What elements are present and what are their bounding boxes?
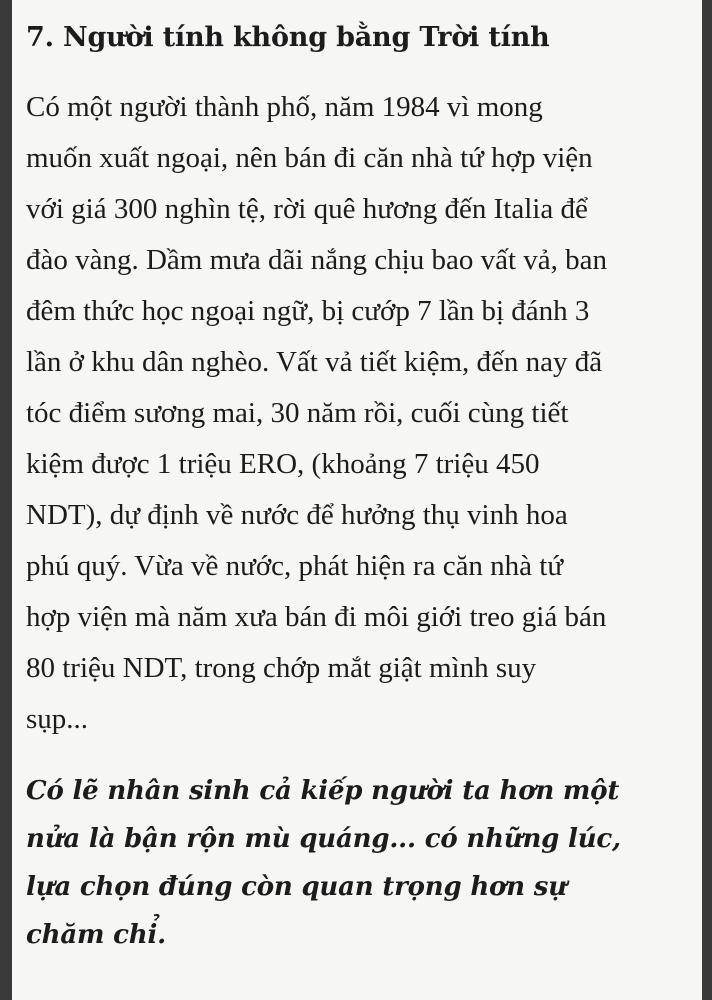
paragraph-line: 80 triệu NDT, trong chớp mắt giật mình suy (26, 652, 537, 684)
paragraph-line: hợp viện mà năm xưa bán đi môi giới treo giá bán (26, 601, 607, 633)
article-title: 7. Người tính không bằng Trời tính (26, 22, 550, 53)
quote-line: nửa là bận rộn mù quáng... có những lúc, (26, 824, 621, 854)
paragraph-line: đào vàng. Dầm mưa dãi nắng chịu bao vất vả, ban (26, 244, 608, 276)
paragraph-line: NDT), dự định về nước để hưởng thụ vinh hoa (26, 499, 568, 531)
paragraph-line: kiệm được 1 triệu ERO, (khoảng 7 triệu 450 (26, 448, 540, 480)
paragraph-line: sụp... (26, 703, 89, 735)
paragraph-line: Có một người thành phố, năm 1984 vì mong (26, 91, 543, 123)
paragraph-line: với giá 300 nghìn tệ, rời quê hương đến Italia để (26, 193, 588, 225)
article-paragraph (26, 82, 684, 745)
quote-line: Có lẽ nhân sinh cả kiếp người ta hơn một (26, 776, 620, 806)
paragraph-line: tóc điểm sương mai, 30 năm rồi, cuối cùng tiết (26, 397, 569, 429)
closing-quote (26, 767, 684, 959)
quote-line: lựa chọn đúng còn quan trọng hơn sự (26, 872, 567, 902)
paragraph-line: phú quý. Vừa về nước, phát hiện ra căn nhà tứ (26, 550, 564, 582)
article-page (12, 0, 702, 1000)
paragraph-line: đêm thức học ngoại ngữ, bị cướp 7 lần bị đánh 3 (26, 295, 590, 327)
paragraph-line: lần ở khu dân nghèo. Vất vả tiết kiệm, đến nay đã (26, 346, 603, 378)
paragraph-line: muốn xuất ngoại, nên bán đi căn nhà tứ hợp viện (26, 142, 593, 174)
quote-line: chăm chỉ. (26, 920, 167, 950)
